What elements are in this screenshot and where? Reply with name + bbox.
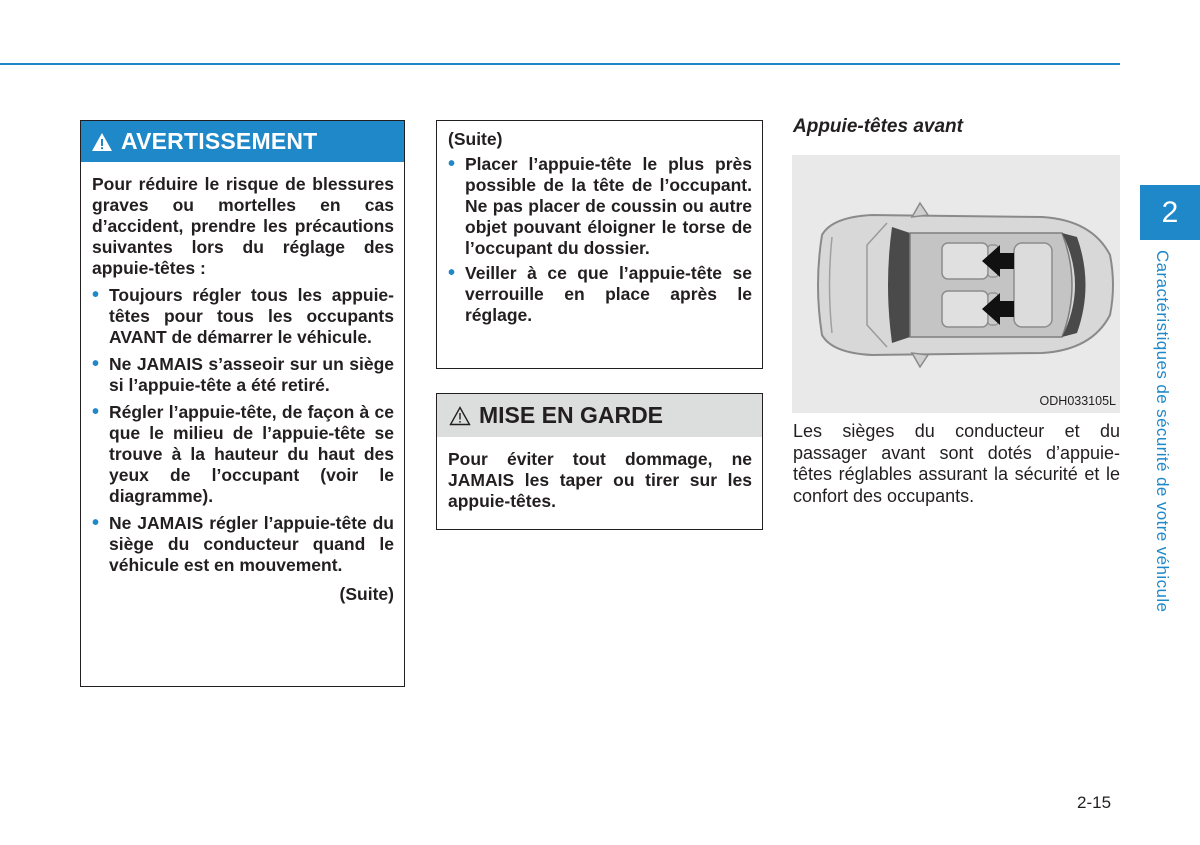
headrest-diagram (792, 155, 1120, 413)
warning-bullet: • Toujours régler tous les appuie-têtes pour tous les occupants AVANT de démarrer le véhicule. (92, 285, 394, 348)
warning-intro: Pour réduire le risque de blessures graves ou mortelles en cas d’accident, prendre les précautions suivantes lors du réglage des appuie-têtes : (92, 174, 394, 278)
section-heading: Appuie-têtes avant (793, 116, 963, 137)
caution-header (437, 394, 762, 437)
warning-continued-label: (Suite) (339, 584, 394, 604)
chapter-tab: 2 (1140, 185, 1200, 240)
warning-bullet-list (92, 285, 394, 576)
warning-triangle-icon (91, 132, 113, 152)
warning-header (81, 121, 404, 162)
figure-code: ODH033105L (1039, 394, 1116, 408)
continuation-bullet: • Placer l’appuie-tête le plus près possible de la tête de l’occupant. Ne pas placer de coussin ou autre objet pouvant éloigner le torse de l’occupant du dossier. (448, 154, 752, 259)
warning-body (81, 162, 404, 605)
caution-box (436, 393, 763, 530)
page-number: 2-15 (1077, 793, 1112, 812)
caution-title: MISE EN GARDE (479, 402, 664, 428)
warning-box (80, 120, 405, 687)
car-top-view-illustration (792, 155, 1120, 413)
continuation-label: (Suite) (448, 129, 503, 149)
caution-triangle-icon (449, 406, 471, 426)
chapter-title: Caractéristiques de sécurité de votre véhicule (1153, 250, 1172, 613)
section-body-text: Les sièges du conducteur et du passager avant sont dotés d’appuie-têtes réglables assurant la sécurité et le confort des occupants. (793, 421, 1120, 506)
warning-bullet: • Régler l’appuie-tête, de façon à ce que le milieu de l’appuie-tête se trouve à la hauteur du haut des yeux de l’occupant (voir le diagramme). (92, 402, 394, 507)
continuation-bullet-list (448, 154, 752, 326)
warning-bullet: • Ne JAMAIS s’asseoir sur un siège si l’appuie-tête a été retiré. (92, 354, 394, 396)
warning-title: AVERTISSEMENT (121, 128, 318, 154)
top-rule (0, 63, 1120, 65)
continuation-box (436, 120, 763, 369)
warning-bullet: • Ne JAMAIS régler l’appuie-tête du siège du conducteur quand le véhicule est en mouvement. (92, 513, 394, 576)
caution-text: Pour éviter tout dommage, ne JAMAIS les taper ou tirer sur les appuie-têtes. (448, 449, 752, 511)
continuation-bullet: • Veiller à ce que l’appuie-tête se verrouille en place après le réglage. (448, 263, 752, 326)
